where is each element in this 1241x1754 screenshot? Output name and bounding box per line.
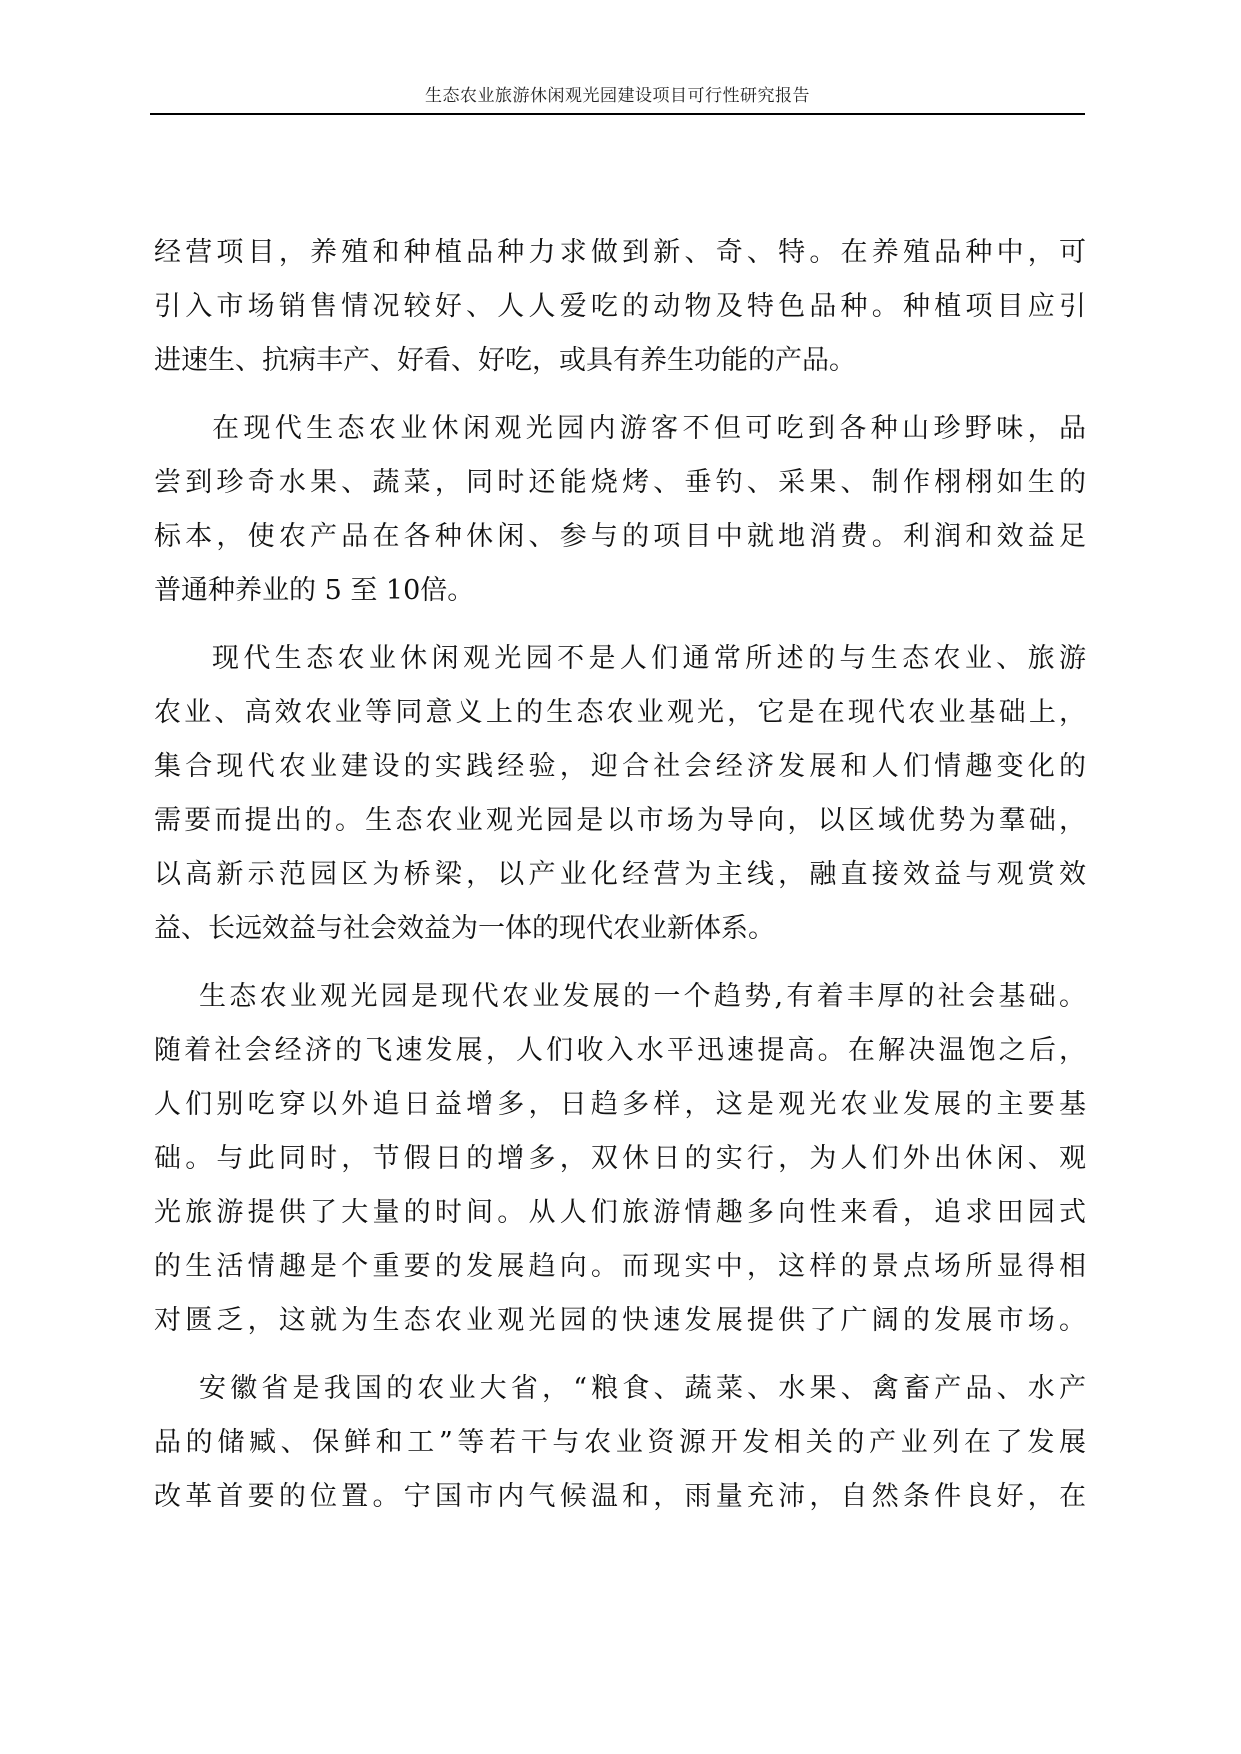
text-line: 的生活情趣是个重要的发展趋向。而现实中，这样的景点场所显得相 <box>154 1251 1086 1282</box>
header-rule <box>150 113 1085 115</box>
text-line: 需要而提出的。生态农业观光园是以市场为导向，以区域优势为羣础， <box>154 805 1086 836</box>
text-line: 益、长远效益与社会效益为一体的现代农业新体系。 <box>154 913 775 944</box>
running-header: 生态农业旅游休闲观光园建设项目可行性研究报告 <box>425 86 810 106</box>
text-line: 集合现代农业建设的实践经验，迎合社会经济发展和人们情趣变化的 <box>154 751 1086 782</box>
text-line: 对匮乏，这就为生态农业观光园的快速发展提供了广阔的发展市场。 <box>154 1305 1086 1336</box>
text-line: 进速生、抗病丰产、好看、好吃，或具有养生功能的产品。 <box>154 345 856 376</box>
text-line: 人们别吃穿以外追日益增多，日趋多样，这是观光农业发展的主要基 <box>154 1089 1086 1120</box>
text-line: 标本，使农产品在各种休闲、参与的项目中就地消费。利润和效益足 <box>154 521 1086 552</box>
text-line: 引入市场销售情况较好、人人爱吃的动物及特色品种。种植项目应引 <box>154 291 1086 322</box>
text-line: 经营项目，养殖和种植品种力求做到新、奇、特。在养殖品种中，可 <box>154 237 1086 268</box>
text-line: 尝到珍奇水果、蔬菜，同时还能烧烤、垂钓、采果、制作栩栩如生的 <box>154 467 1086 498</box>
text-line: 现代生态农业休闲观光园不是人们通常所述的与生态农业、旅游 <box>212 643 1086 674</box>
text-line: 安徽省是我国的农业大省，“粮食、蔬菜、水果、禽畜产品、水产 <box>199 1373 1086 1404</box>
text-line: 在现代生态农业休闲观光园内游客不但可吃到各种山珍野味，品 <box>212 413 1086 444</box>
text-line: 农业、高效农业等同意义上的生态农业观光，它是在现代农业基础上， <box>154 697 1086 728</box>
text-line: 随着社会经济的飞速发展，人们收入水平迅速提高。在解决温饱之后， <box>154 1035 1086 1066</box>
text-line: 以高新示范园区为桥梁，以产业化经营为主线，融直接效益与观赏效 <box>154 859 1086 890</box>
text-line: 普通种养业的 5 至 10倍。 <box>154 575 475 606</box>
text-line: 改革首要的位置。宁国市内气候温和，雨量充沛，自然条件良好，在 <box>154 1481 1086 1512</box>
text-line: 础。与此同时，节假日的增多，双休日的实行，为人们外出休闲、观 <box>154 1143 1086 1174</box>
text-line: 光旅游提供了大量的时间。从人们旅游情趣多向性来看，追求田园式 <box>154 1197 1086 1228</box>
body-text <box>154 226 1086 1524</box>
text-line: 品的储臧、保鲜和工”等若干与农业资源开发相关的产业列在了发展 <box>154 1427 1086 1458</box>
text-line: 生态农业观光园是现代农业发展的一个趋势,有着丰厚的社会基础。 <box>199 981 1086 1012</box>
